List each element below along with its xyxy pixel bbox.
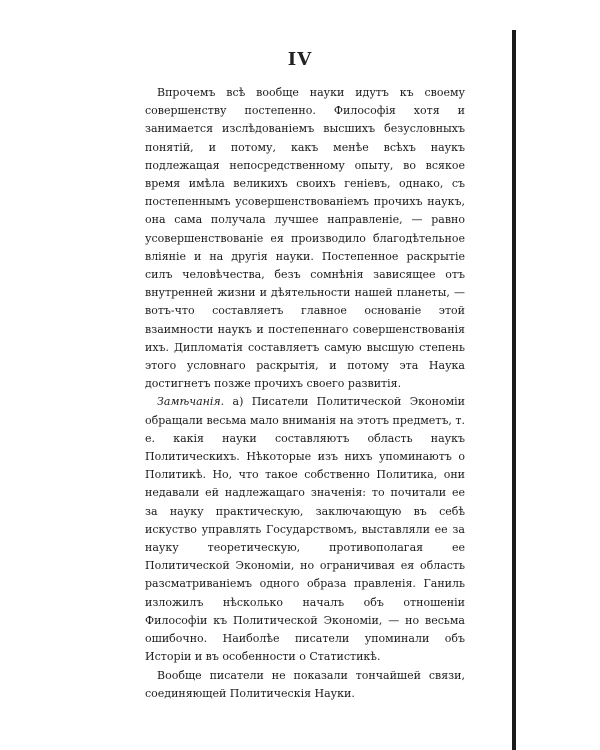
paragraph-3: Вообще писатели не показали тончайшей связи, соединяющей Политическія Науки. (145, 668, 465, 700)
page-edge-rule (512, 30, 516, 750)
paragraph-2 (145, 393, 465, 666)
body-text (145, 84, 465, 703)
remarks-label: Замѣчанія. (157, 395, 225, 409)
paragraph-2-text: а) Писатели Политической Экономіи обращали весьма мало вниманія на этотъ предметъ, т. е. какія науки составляютъ область наукъ Политическихъ. Нѣкоторые изъ нихъ упоминаютъ о Политикѣ. Но, что такое собственно Политика, они недавали ей надлежащаго значенія: то почитали ее за науку практическую, заключающую въ себѣ искуство управлять Государствомъ, выставляли ее за науку теоретическую, противополагая ее Политической Экономіи, но ограничивая ея область разсматриваніемъ одного образа правленія. Ганиль изложилъ нѣсколько началъ объ отношеніи Философіи къ Политической Экономіи, — но весьма ошибочно. Наиболѣе писатели упоминали объ Исторіи и въ особенности о Статистикѣ. (145, 395, 465, 664)
paragraph-1: Впрочемъ всѣ вообще науки идутъ къ своему совершенству постепенно. Философія хотя и занимается изслѣдованіемъ высшихъ безусловныхъ понятій, и потому, какъ менѣе всѣхъ наукъ подлежащая непосредственному опыту, во всякое время имѣла великихъ своихъ геніевъ, однако, съ постепеннымъ усовершенствованіемъ прочихъ наукъ, она сама получала лучшее направленіе, — равно усовершенствованіе ея производило благодѣтельное вліяніе и на другія науки. Постепенное раскрытіе силъ человѣчества, безъ сомнѣнія зависящее отъ внутренней жизни и дѣятельности нашей планеты, — вотъ-что составляетъ главное основаніе этой взаимности наукъ и постепеннаго совершенствованія ихъ. Дипломатія составляетъ самую высшую степень этого условнаго раскрытія, и потому эта Наука достигнетъ позже прочихъ своего развитія. (145, 86, 465, 391)
page-number: IV (287, 49, 313, 70)
